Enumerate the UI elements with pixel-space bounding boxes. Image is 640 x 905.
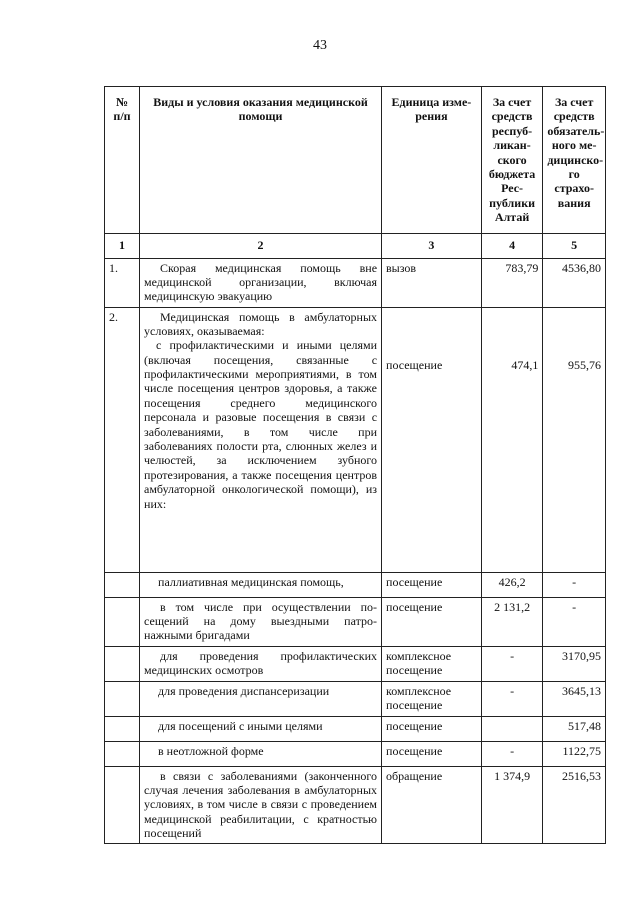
row-description-text: в связи с заболеваниями (законченного случая лечения заболевания в амбулаторных условиях, в том числе в связи с проведением медицинской реабилитации, с кратностью посещений xyxy=(144,768,378,841)
row-unit: комплексное посещение xyxy=(382,681,482,716)
table-row xyxy=(105,307,606,572)
header-num: № п/п xyxy=(105,87,140,234)
row-num xyxy=(105,646,140,681)
table-row xyxy=(105,258,606,307)
column-number-row xyxy=(105,233,606,258)
row-num xyxy=(105,766,140,843)
row-republic-value: 2 131,2 xyxy=(481,597,543,646)
row-description xyxy=(140,741,382,766)
row-description-text: в неотложной форме xyxy=(158,743,264,758)
header-oms: За счет средств обязатель-ного ме-дицинско-го страхо-вания xyxy=(543,87,606,234)
row-republic-value: - xyxy=(481,646,543,681)
table-row xyxy=(105,646,606,681)
row-num xyxy=(105,597,140,646)
row-republic-value xyxy=(481,716,543,741)
row-unit: обращение xyxy=(382,766,482,843)
table-row xyxy=(105,741,606,766)
row-republic-value: - xyxy=(481,741,543,766)
row-num: 2. xyxy=(105,307,140,572)
column-number: 5 xyxy=(543,233,606,258)
services-table xyxy=(104,86,606,844)
row-description xyxy=(140,597,382,646)
row-republic-value: 783,79 xyxy=(481,258,543,307)
row-unit: посещение xyxy=(382,597,482,646)
row-unit: комплексное посещение xyxy=(382,646,482,681)
row-oms-value: 955,76 xyxy=(543,307,606,572)
table-row xyxy=(105,572,606,597)
row-oms-value: 1122,75 xyxy=(543,741,606,766)
row-oms-value: 3170,95 xyxy=(543,646,606,681)
table-row xyxy=(105,597,606,646)
row-oms-value: - xyxy=(543,572,606,597)
row-republic-value: 1 374,9 xyxy=(481,766,543,843)
row-description xyxy=(140,766,382,843)
row-republic-value: 426,2 xyxy=(481,572,543,597)
table-header-row xyxy=(105,87,606,234)
row-unit: посещение xyxy=(382,572,482,597)
row-unit: посещение xyxy=(382,307,482,572)
row-num: 1. xyxy=(105,258,140,307)
row-description-text: Скорая медицинская помощь вне медицинской организации, включая медицинскую эвакуацию xyxy=(144,260,378,304)
row-description-text: паллиативная медицинская помощь, xyxy=(158,574,344,589)
table-row xyxy=(105,716,606,741)
row-oms-value: 3645,13 xyxy=(543,681,606,716)
row-description xyxy=(140,681,382,716)
row-description xyxy=(140,716,382,741)
row-num xyxy=(105,716,140,741)
page-number: 43 xyxy=(313,38,327,53)
row-num xyxy=(105,681,140,716)
column-number: 3 xyxy=(382,233,482,258)
row-oms-value: 517,48 xyxy=(543,716,606,741)
row-description-text: в том числе при осуществлении по-сещений на дому выездными патро-нажными бригадами xyxy=(144,599,378,643)
row-description-text: с профилактическими и иными целями (включая посещения, связанные с профилактическими мероприятиями, в том числе посещения центров здоровья, а также посещения среднего медицинского персонала и разовые посещения в связи с заболеваниями, в том числе при заболеваниях полости рта, слюнных желез и челюстей, за исключением зубного протезирования, а также посещения центров амбулаторной онкологической помощи), из них: xyxy=(144,338,378,511)
row-oms-value: - xyxy=(543,597,606,646)
row-description xyxy=(140,646,382,681)
header-unit: Единица изме-рения xyxy=(382,87,482,234)
row-description xyxy=(140,307,382,572)
row-unit: посещение xyxy=(382,716,482,741)
row-description-text: для проведения диспансеризации xyxy=(158,683,330,698)
row-num xyxy=(105,741,140,766)
row-description xyxy=(140,572,382,597)
row-oms-value: 2516,53 xyxy=(543,766,606,843)
header-republic-budget: За счет средств респуб-ликан-ского бюджета Рес-публики Алтай xyxy=(481,87,543,234)
table-row xyxy=(105,681,606,716)
row-description-text: для посещений с иными целями xyxy=(158,718,323,733)
row-oms-value: 4536,80 xyxy=(543,258,606,307)
column-number: 4 xyxy=(481,233,543,258)
row-unit: посещение xyxy=(382,741,482,766)
column-number: 2 xyxy=(140,233,382,258)
row-description-heading: Медицинская помощь в амбулаторных условиях, оказываемая: xyxy=(144,309,378,338)
row-unit: вызов xyxy=(382,258,482,307)
row-republic-value: 474,1 xyxy=(481,307,543,572)
row-description-text: для проведения профилактических медицинских осмотров xyxy=(144,648,378,677)
row-republic-value: - xyxy=(481,681,543,716)
header-kind: Виды и условия оказания медицинской помощи xyxy=(140,87,382,234)
column-number: 1 xyxy=(105,233,140,258)
row-description xyxy=(140,258,382,307)
row-num xyxy=(105,572,140,597)
table-row xyxy=(105,766,606,843)
